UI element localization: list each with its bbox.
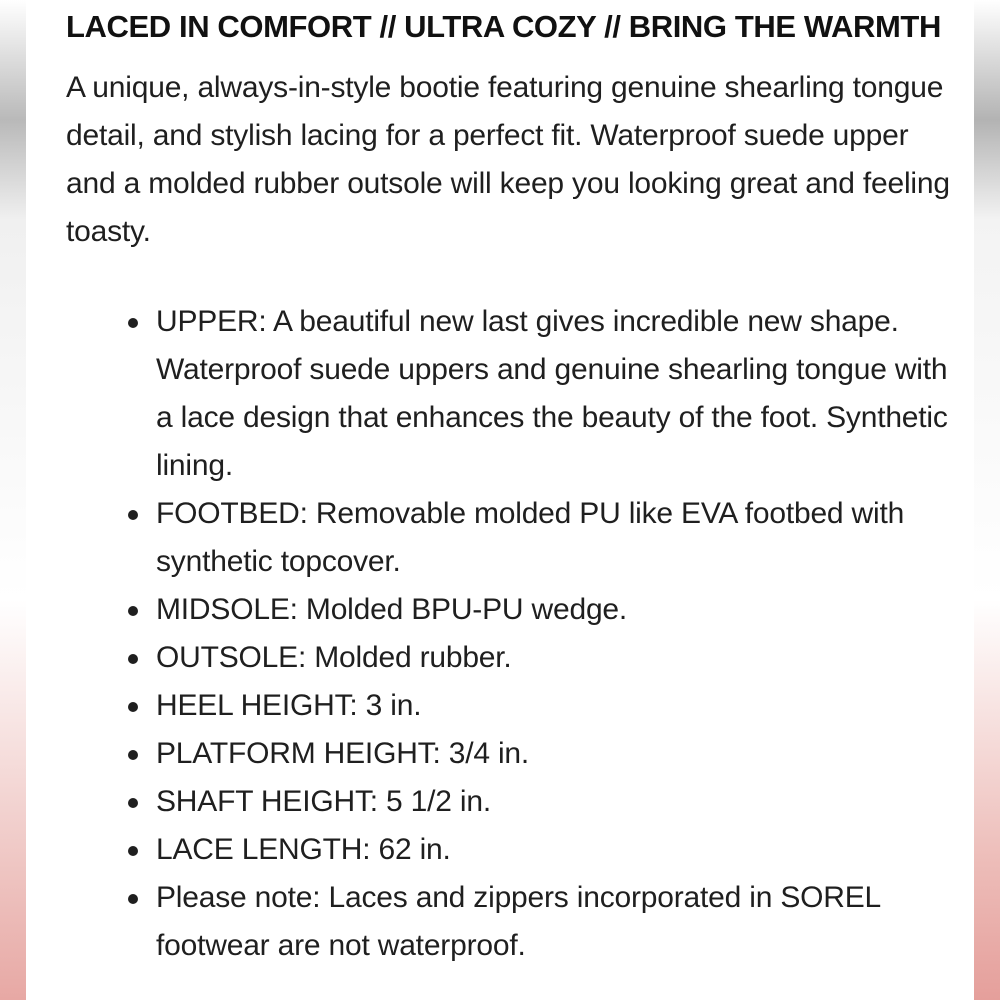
spec-text: FOOTBED: Removable molded PU like EVA footbed with synthetic topcover. [156, 497, 905, 578]
spec-text: SHAFT HEIGHT: 5 1/2 in. [156, 785, 491, 818]
spec-list [66, 298, 958, 970]
bullet-icon [128, 894, 138, 904]
bullet-icon [128, 702, 138, 712]
product-headline: LACED IN COMFORT // ULTRA COZY // BRING THE WARMTH [66, 9, 941, 44]
spec-text: LACE LENGTH: 62 in. [156, 833, 451, 866]
bullet-icon [128, 654, 138, 664]
bullet-icon [128, 750, 138, 760]
product-details [66, 8, 958, 970]
spec-note [156, 874, 958, 970]
spec-text: Please note: Laces and zippers incorporated in SOREL footwear are not waterproof. [156, 881, 880, 962]
spec-heel-height [156, 682, 958, 730]
spec-text: MIDSOLE: Molded BPU-PU wedge. [156, 593, 628, 626]
bullet-icon [128, 510, 138, 520]
bullet-icon [128, 606, 138, 616]
bullet-icon [128, 846, 138, 856]
spec-text: PLATFORM HEIGHT: 3/4 in. [156, 737, 530, 770]
spec-footbed [156, 490, 958, 586]
spec-outsole [156, 634, 958, 682]
right-edge-backdrop [974, 0, 1000, 1000]
spec-shaft-height [156, 778, 958, 826]
spec-text: UPPER: A beautiful new last gives incredible new shape. Waterproof suede uppers and genuine shearling tongue with a lace design that enhances the beauty of the foot. Synthetic lining. [156, 305, 948, 482]
spec-text: OUTSOLE: Molded rubber. [156, 641, 512, 674]
left-edge-backdrop [0, 0, 26, 1000]
spec-text: HEEL HEIGHT: 3 in. [156, 689, 422, 722]
product-description: A unique, always-in-style bootie featuring genuine shearling tongue detail, and stylish lacing for a perfect fit. Waterproof suede upper and a molded rubber outsole will keep you looking great and feeling toasty. [66, 71, 950, 248]
spec-lace-length [156, 826, 958, 874]
spec-upper [156, 298, 958, 490]
spec-midsole [156, 586, 958, 634]
bullet-icon [128, 798, 138, 808]
spec-platform-height [156, 730, 958, 778]
bullet-icon [128, 318, 138, 328]
